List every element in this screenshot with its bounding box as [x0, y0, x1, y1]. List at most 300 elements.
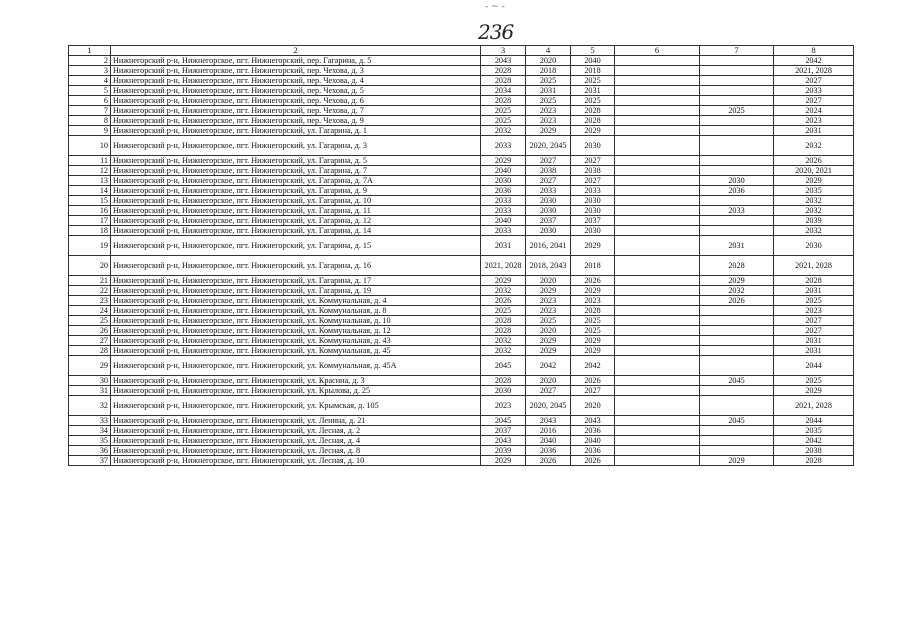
header-cell: 7 [700, 46, 774, 56]
row-number-cell [69, 346, 111, 356]
cell-text: Нижнегорский р-н, Нижнегорское, пгт. Нижнегорский, ул. Гагарина, д. 12 [113, 216, 372, 225]
cell-text: Нижнегорский р-н, Нижнегорское, пгт. Нижнегорский, ул. Коммунальная, д. 45 [113, 346, 391, 355]
year-cell-c7 [700, 86, 774, 96]
cell-text: 29 [99, 361, 108, 370]
year-cell-c6 [615, 446, 700, 456]
year-cell-c5 [571, 166, 615, 176]
year-cell-c7 [700, 256, 774, 276]
cell-text: 2030 [494, 386, 512, 395]
address-cell [111, 66, 481, 76]
address-cell [111, 376, 481, 386]
table-row [69, 66, 854, 76]
year-cell-c6 [615, 226, 700, 236]
year-cell-c6 [615, 436, 700, 446]
year-cell-c6 [615, 286, 700, 296]
year-cell-c4 [526, 256, 571, 276]
row-number-cell [69, 96, 111, 106]
cell-text: 2029 [728, 276, 745, 285]
year-cell-c6 [615, 386, 700, 396]
address-cell [111, 226, 481, 236]
year-cell-c8 [774, 456, 854, 466]
year-cell-c7 [700, 116, 774, 126]
cell-text: 2029 [584, 346, 601, 355]
table-row [69, 446, 854, 456]
row-number-cell [69, 316, 111, 326]
cell-text: Нижнегорский р-н, Нижнегорское, пгт. Нижнегорский, ул. Гагарина, д. 11 [113, 206, 371, 215]
address-cell [111, 86, 481, 96]
table-row [69, 356, 854, 376]
cell-text: 2025 [494, 306, 512, 315]
year-cell-c5 [571, 336, 615, 346]
address-cell [111, 446, 481, 456]
address-cell [111, 176, 481, 186]
cell-text: 2025 [494, 116, 512, 125]
cell-text: 2040 [494, 166, 512, 175]
year-cell-c8 [774, 136, 854, 156]
cell-text: 2020 [539, 276, 557, 285]
cell-text: Нижнегорский р-н, Нижнегорское, пгт. Нижнегорский, ул. Гагарина, д. 7 [113, 166, 368, 175]
cell-text: 2025 [539, 76, 557, 85]
cell-text: 2029 [494, 276, 512, 285]
table-row [69, 236, 854, 256]
housing-schedule-table [68, 45, 854, 466]
cell-text: Нижнегорский р-н, Нижнегорское, пгт. Нижнегорский, ул. Лесная, д. 8 [113, 446, 361, 455]
year-cell-c5 [571, 106, 615, 116]
cell-text: 2027 [584, 176, 601, 185]
row-number-cell [69, 426, 111, 436]
cell-text: 2045 [494, 361, 512, 370]
year-cell-c5 [571, 86, 615, 96]
table-row [69, 116, 854, 126]
table-row [69, 376, 854, 386]
cell-text: 28 [99, 346, 108, 355]
year-cell-c7 [700, 356, 774, 376]
cell-text: 2028 [584, 106, 601, 115]
year-cell-c4 [526, 166, 571, 176]
address-cell [111, 386, 481, 396]
cell-text: Нижнегорский р-н, Нижнегорское, пгт. Нижнегорский, ул. Лесная, д. 10 [113, 456, 365, 465]
address-cell [111, 436, 481, 446]
row-number-cell [69, 236, 111, 256]
year-cell-c8 [774, 386, 854, 396]
address-cell [111, 356, 481, 376]
address-cell [111, 336, 481, 346]
cell-text: 2024 [805, 106, 822, 115]
row-number-cell [69, 156, 111, 166]
cell-text: 2030 [728, 176, 745, 185]
year-cell-c4 [526, 326, 571, 336]
header-cell: 6 [615, 46, 700, 56]
table-row [69, 386, 854, 396]
cell-text: 2035 [805, 186, 822, 195]
year-cell-c3 [481, 66, 526, 76]
year-cell-c4 [526, 136, 571, 156]
year-cell-c3 [481, 186, 526, 196]
cell-text: 2028 [728, 261, 745, 270]
year-cell-c3 [481, 136, 526, 156]
year-cell-c4 [526, 216, 571, 226]
row-number-cell [69, 216, 111, 226]
cell-text: 2023 [539, 116, 557, 125]
cell-text: Нижнегорский р-н, Нижнегорское, пгт. Нижнегорский, ул. Гагарина, д. 3 [113, 141, 368, 150]
year-cell-c4 [526, 376, 571, 386]
cell-text: 10 [99, 141, 108, 150]
cell-text: 32 [99, 401, 108, 410]
year-cell-c6 [615, 66, 700, 76]
cell-text: 2025 [584, 76, 601, 85]
cell-text: 2045 [728, 376, 745, 385]
cell-text: 2023 [539, 106, 557, 115]
cell-text: 2040 [494, 216, 512, 225]
table-row [69, 326, 854, 336]
cell-text: 2028 [805, 276, 822, 285]
year-cell-c7 [700, 376, 774, 386]
year-cell-c3 [481, 236, 526, 256]
table-row [69, 166, 854, 176]
cell-text: Нижнегорский р-н, Нижнегорское, пгт. Нижнегорский, ул. Лесная, д. 2 [113, 426, 361, 435]
cell-text: 2040 [539, 436, 557, 445]
year-cell-c3 [481, 226, 526, 236]
cell-text: 2025 [539, 316, 557, 325]
row-number-cell [69, 306, 111, 316]
cell-text: 2043 [494, 56, 512, 65]
cell-text: 2040 [584, 436, 601, 445]
table-row [69, 196, 854, 206]
row-number-cell [69, 116, 111, 126]
table-row [69, 306, 854, 316]
year-cell-c8 [774, 206, 854, 216]
year-cell-c6 [615, 296, 700, 306]
cell-text: 2025 [805, 376, 822, 385]
year-cell-c8 [774, 286, 854, 296]
year-cell-c3 [481, 256, 526, 276]
cell-text: 2028 [494, 326, 512, 335]
cell-text: 2025 [584, 316, 601, 325]
address-cell [111, 326, 481, 336]
cell-text: 2030 [539, 196, 557, 205]
cell-text: 2028 [584, 306, 601, 315]
cell-text: 2045 [494, 416, 512, 425]
year-cell-c7 [700, 196, 774, 206]
row-number-cell [69, 76, 111, 86]
cell-text: 2025 [539, 96, 557, 105]
row-number-cell [69, 396, 111, 416]
cell-text: 2039 [494, 446, 512, 455]
address-cell [111, 76, 481, 86]
header-cell: 4 [526, 46, 571, 56]
year-cell-c3 [481, 386, 526, 396]
cell-text: 2018, 2043 [529, 261, 567, 270]
year-cell-c7 [700, 276, 774, 286]
year-cell-c7 [700, 416, 774, 426]
row-number-cell [69, 166, 111, 176]
cell-text: 2036 [494, 186, 512, 195]
address-cell [111, 256, 481, 276]
address-cell [111, 216, 481, 226]
year-cell-c8 [774, 426, 854, 436]
cell-text: 33 [99, 416, 108, 425]
cell-text: 2031 [805, 336, 822, 345]
cell-text: Нижнегорский р-н, Нижнегорское, пгт. Нижнегорский, ул. Ленина, д. 21 [113, 416, 366, 425]
cell-text: 2026 [728, 296, 745, 305]
cell-text: Нижнегорский р-н, Нижнегорское, пгт. Нижнегорский, ул. Коммунальная, д. 43 [113, 336, 391, 345]
table-row [69, 126, 854, 136]
cell-text: 2027 [539, 156, 557, 165]
cell-text: Нижнегорский р-н, Нижнегорское, пгт. Нижнегорский, ул. Коммунальная, д. 10 [113, 316, 391, 325]
row-number-cell [69, 376, 111, 386]
year-cell-c4 [526, 416, 571, 426]
cell-text: 2028 [494, 66, 512, 75]
table-row [69, 416, 854, 426]
cell-text: 2029 [805, 386, 822, 395]
year-cell-c7 [700, 346, 774, 356]
year-cell-c4 [526, 456, 571, 466]
year-cell-c8 [774, 296, 854, 306]
cell-text: 2036 [584, 446, 601, 455]
address-cell [111, 96, 481, 106]
year-cell-c8 [774, 56, 854, 66]
cell-text: Нижнегорский р-н, Нижнегорское, пгт. Нижнегорский, пер. Чехова, д. 5 [113, 86, 364, 95]
cell-text: 2028 [494, 376, 512, 385]
cell-text: 2018 [539, 66, 557, 75]
year-cell-c5 [571, 136, 615, 156]
address-cell [111, 166, 481, 176]
address-cell [111, 106, 481, 116]
year-cell-c6 [615, 326, 700, 336]
year-cell-c6 [615, 126, 700, 136]
cell-text: 3 [103, 66, 108, 75]
year-cell-c6 [615, 206, 700, 216]
row-number-cell [69, 86, 111, 96]
year-cell-c7 [700, 336, 774, 346]
year-cell-c4 [526, 356, 571, 376]
cell-text: 34 [99, 426, 108, 435]
cell-text: 5 [103, 86, 108, 95]
year-cell-c3 [481, 176, 526, 186]
cell-text: Нижнегорский р-н, Нижнегорское, пгт. Нижнегорский, пер. Чехова, д. 3 [113, 66, 364, 75]
cell-text: 2020 [539, 326, 557, 335]
address-cell [111, 396, 481, 416]
cell-text: 2034 [494, 86, 512, 95]
header-cell: 3 [481, 46, 526, 56]
year-cell-c4 [526, 106, 571, 116]
year-cell-c7 [700, 216, 774, 226]
year-cell-c8 [774, 446, 854, 456]
cell-text: 2030 [805, 241, 822, 250]
cell-text: 2030 [584, 226, 601, 235]
cell-text: 2033 [728, 206, 745, 215]
year-cell-c3 [481, 156, 526, 166]
year-cell-c5 [571, 326, 615, 336]
year-cell-c8 [774, 276, 854, 286]
cell-text: 2 [103, 56, 108, 65]
cell-text: 2029 [584, 241, 601, 250]
cell-text: 2032 [728, 286, 745, 295]
cell-text: Нижнегорский р-н, Нижнегорское, пгт. Нижнегорский, пер. Чехова, д. 9 [113, 116, 364, 125]
cell-text: 2021, 2028 [484, 261, 522, 270]
cell-text: Нижнегорский р-н, Нижнегорское, пгт. Нижнегорский, ул. Гагарина, д. 7А [113, 176, 373, 185]
year-cell-c6 [615, 276, 700, 286]
year-cell-c3 [481, 376, 526, 386]
cell-text: 2029 [805, 176, 822, 185]
address-cell [111, 126, 481, 136]
cell-text: Нижнегорский р-н, Нижнегорское, пгт. Нижнегорский, ул. Гагарина, д. 1 [113, 126, 368, 135]
year-cell-c5 [571, 256, 615, 276]
cell-text: 4 [103, 76, 108, 85]
cell-text: 2031 [584, 86, 601, 95]
cell-text: 27 [99, 336, 108, 345]
year-cell-c5 [571, 446, 615, 456]
year-cell-c4 [526, 186, 571, 196]
row-number-cell [69, 256, 111, 276]
year-cell-c7 [700, 306, 774, 316]
row-number-cell [69, 336, 111, 346]
row-number-cell [69, 206, 111, 216]
cell-text: 2027 [805, 326, 822, 335]
cell-text: 11 [100, 156, 108, 165]
year-cell-c6 [615, 356, 700, 376]
year-cell-c8 [774, 336, 854, 346]
year-cell-c8 [774, 416, 854, 426]
year-cell-c5 [571, 186, 615, 196]
year-cell-c5 [571, 416, 615, 426]
year-cell-c5 [571, 196, 615, 206]
address-cell [111, 156, 481, 166]
year-cell-c5 [571, 216, 615, 226]
cell-text: Нижнегорский р-н, Нижнегорское, пгт. Нижнегорский, ул. Красина, д. 3 [113, 376, 365, 385]
table-row [69, 426, 854, 436]
year-cell-c3 [481, 116, 526, 126]
cell-text: 26 [99, 326, 108, 335]
year-cell-c6 [615, 256, 700, 276]
cell-text: 2026 [584, 376, 601, 385]
cell-text: Нижнегорский р-н, Нижнегорское, пгт. Нижнегорский, ул. Крылова, д. 25 [113, 386, 371, 395]
year-cell-c5 [571, 306, 615, 316]
cell-text: 2030 [584, 206, 601, 215]
cell-text: 2030 [539, 206, 557, 215]
year-cell-c5 [571, 396, 615, 416]
year-cell-c3 [481, 446, 526, 456]
year-cell-c5 [571, 126, 615, 136]
cell-text: Нижнегорский р-н, Нижнегорское, пгт. Нижнегорский, ул. Коммунальная, д. 8 [113, 306, 387, 315]
cell-text: 23 [99, 296, 108, 305]
year-cell-c6 [615, 86, 700, 96]
cell-text: 2033 [584, 186, 601, 195]
cell-text: 2038 [539, 166, 557, 175]
year-cell-c5 [571, 96, 615, 106]
cell-text: 2027 [805, 316, 822, 325]
cell-text: 2031 [539, 86, 557, 95]
table-row [69, 256, 854, 276]
cell-text: 2018 [584, 261, 601, 270]
year-cell-c3 [481, 206, 526, 216]
cell-text: 2036 [728, 186, 745, 195]
cell-text: 2043 [584, 416, 601, 425]
cell-text: 2028 [494, 96, 512, 105]
address-cell [111, 196, 481, 206]
year-cell-c5 [571, 206, 615, 216]
year-cell-c6 [615, 176, 700, 186]
cell-text: 2025 [494, 106, 512, 115]
year-cell-c8 [774, 236, 854, 256]
year-cell-c3 [481, 56, 526, 66]
cell-text: 2029 [539, 286, 557, 295]
cell-text: 2016 [539, 426, 557, 435]
cell-text: 2020 [584, 401, 601, 410]
cell-text: Нижнегорский р-н, Нижнегорское, пгт. Нижнегорский, ул. Коммунальная, д. 12 [113, 326, 391, 335]
year-cell-c3 [481, 396, 526, 416]
year-cell-c4 [526, 276, 571, 286]
year-cell-c8 [774, 356, 854, 376]
cell-text: 2033 [494, 206, 512, 215]
year-cell-c8 [774, 96, 854, 106]
cell-text: 8 [103, 116, 108, 125]
year-cell-c8 [774, 126, 854, 136]
cell-text: 2043 [494, 436, 512, 445]
cell-text: 2021, 2028 [795, 261, 832, 270]
year-cell-c8 [774, 176, 854, 186]
table-row [69, 436, 854, 446]
year-cell-c7 [700, 126, 774, 136]
cell-text: 2028 [805, 456, 822, 465]
cell-text: 21 [99, 276, 108, 285]
address-cell [111, 136, 481, 156]
cell-text: 2037 [539, 216, 557, 225]
year-cell-c7 [700, 176, 774, 186]
year-cell-c5 [571, 376, 615, 386]
table-row [69, 86, 854, 96]
table-row [69, 156, 854, 166]
cell-text: 2033 [494, 141, 512, 150]
cell-text: 2028 [494, 316, 512, 325]
table-row [69, 106, 854, 116]
address-cell [111, 316, 481, 326]
cell-text: 2032 [805, 141, 822, 150]
year-cell-c6 [615, 216, 700, 226]
cell-text: 2030 [494, 176, 512, 185]
cell-text: 13 [99, 176, 108, 185]
year-cell-c8 [774, 216, 854, 226]
cell-text: 2026 [584, 456, 601, 465]
cell-text: 2026 [539, 456, 557, 465]
cell-text: 24 [99, 306, 108, 315]
cell-text: 2039 [805, 216, 822, 225]
cell-text: 2030 [584, 196, 601, 205]
year-cell-c3 [481, 96, 526, 106]
cell-text: Нижнегорский р-н, Нижнегорское, пгт. Нижнегорский, ул. Коммунальная, д. 4 [113, 296, 387, 305]
year-cell-c6 [615, 166, 700, 176]
header-row [69, 46, 854, 56]
cell-text: 35 [99, 436, 108, 445]
address-cell [111, 296, 481, 306]
cell-text: 2028 [494, 76, 512, 85]
row-number-cell [69, 226, 111, 236]
year-cell-c7 [700, 326, 774, 336]
year-cell-c8 [774, 66, 854, 76]
cell-text: 2029 [539, 336, 557, 345]
cell-text: 2026 [805, 156, 822, 165]
year-cell-c7 [700, 106, 774, 116]
year-cell-c6 [615, 196, 700, 206]
table-row [69, 226, 854, 236]
row-number-cell [69, 456, 111, 466]
table-row [69, 206, 854, 216]
year-cell-c5 [571, 386, 615, 396]
year-cell-c4 [526, 426, 571, 436]
cell-text: 2031 [805, 286, 822, 295]
cell-text: 2020 [539, 376, 557, 385]
cell-text: 2025 [584, 96, 601, 105]
